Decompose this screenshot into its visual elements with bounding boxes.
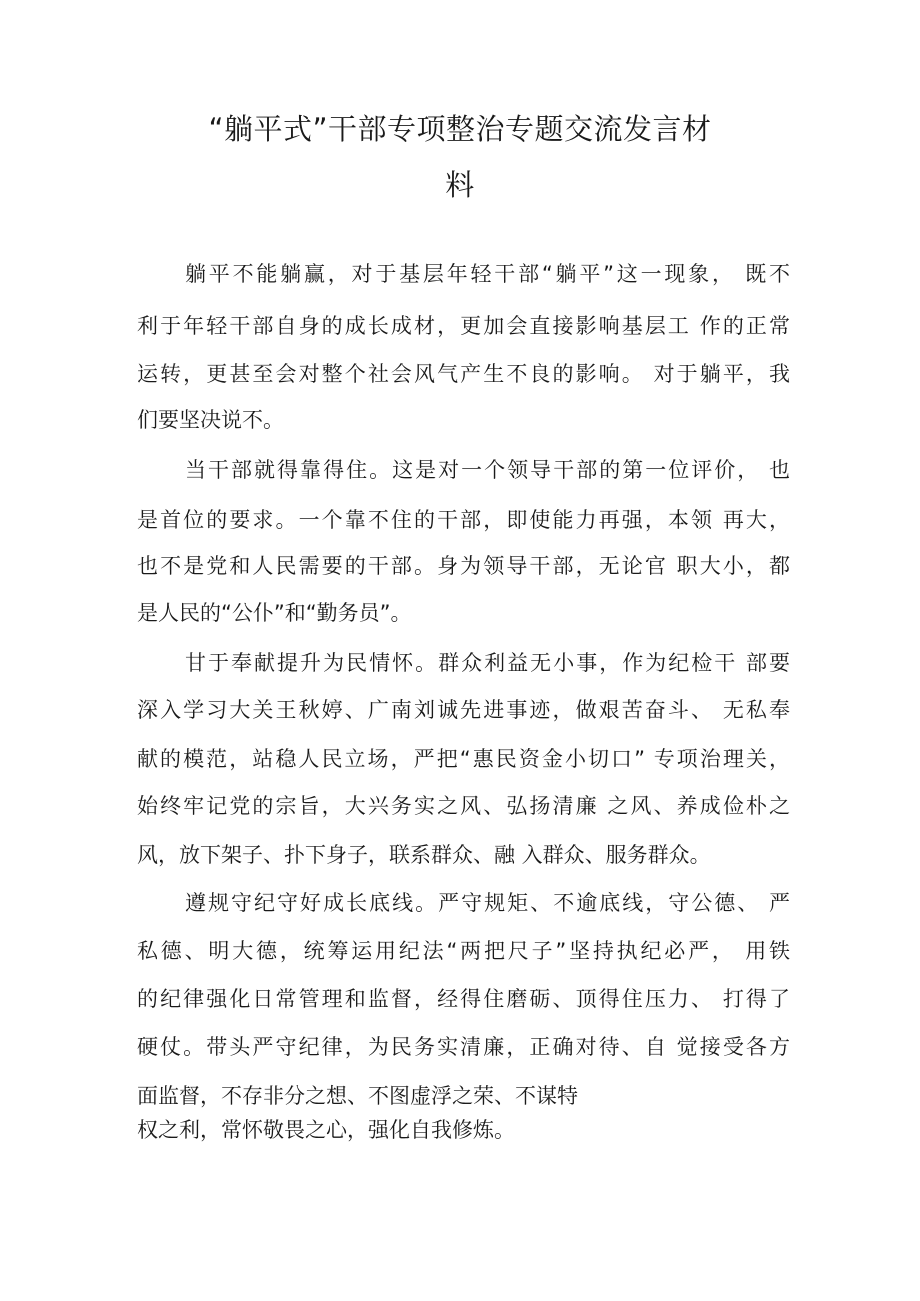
paragraph-2-line-2: 是首位的要求。一个靠不住的干部，即使能力再强，本领 再大， (137, 508, 790, 532)
paragraph-4-line-6: 权之利，常怀敬畏之心，强化自我修炼。 (137, 1118, 515, 1142)
paragraph-2-line-1: 当干部就得靠得住。这是对一个领导干部的第一位评价， 也 (185, 458, 790, 482)
paragraph-3-line-4: 始终牢记党的宗旨，大兴务实之风、弘扬清廉 之风、养成俭朴之 (137, 794, 790, 818)
paragraph-2-line-3: 也不是党和人民需要的干部。身为领导干部，无论官 职大小，都 (137, 554, 790, 578)
paragraph-2-line-4: 是人民的“公仆”和“勤务员”。 (137, 601, 412, 625)
document-title-line-2: 料 (445, 168, 475, 202)
paragraph-1-line-3: 运转，更甚至会对整个社会风气产生不良的影响。 对于躺平，我 (137, 362, 790, 386)
paragraph-4-line-4: 硬仗。带头严守纪律，为民务实清廉，正确对待、自 觉接受各方 (137, 1035, 790, 1059)
paragraph-4-line-1: 遵规守纪守好成长底线。严守规矩、不逾底线，守公德、 严 (185, 891, 790, 915)
paragraph-3-line-1: 甘于奉献提升为民情怀。群众利益无小事，作为纪检干 部要 (185, 651, 790, 675)
paragraph-4-line-5: 面监督，不存非分之想、不图虚浮之荣、不谋特 (137, 1084, 578, 1108)
document-title-line-1: “躺平式”干部专项整治专题交流发言材 (208, 112, 712, 146)
paragraph-4-line-2: 私德、明大德，统筹运用纪法“两把尺子”坚持执纪必严， 用铁 (137, 939, 790, 963)
paragraph-1-line-2: 利于年轻干部自身的成长成材，更加会直接影响基层工 作的正常 (137, 314, 790, 338)
paragraph-3-line-5: 风，放下架子、扑下身子，联系群众、融 入群众、服务群众。 (137, 843, 711, 867)
paragraph-1-line-4: 们要坚决说不。 (137, 408, 284, 432)
paragraph-3-line-3: 献的模范，站稳人民立场，严把“惠民资金小切口” 专项治理关， (137, 747, 790, 771)
paragraph-1-line-1: 躺平不能躺赢，对于基层年轻干部“躺平”这一现象， 既不 (185, 262, 790, 286)
paragraph-4-line-3: 的纪律强化日常管理和监督，经得住磨砺、顶得住压力、 打得了 (137, 987, 790, 1011)
paragraph-3-line-2: 深入学习大关王秋婷、广南刘诚先进事迹，做艰苦奋斗、 无私奉 (137, 698, 790, 722)
